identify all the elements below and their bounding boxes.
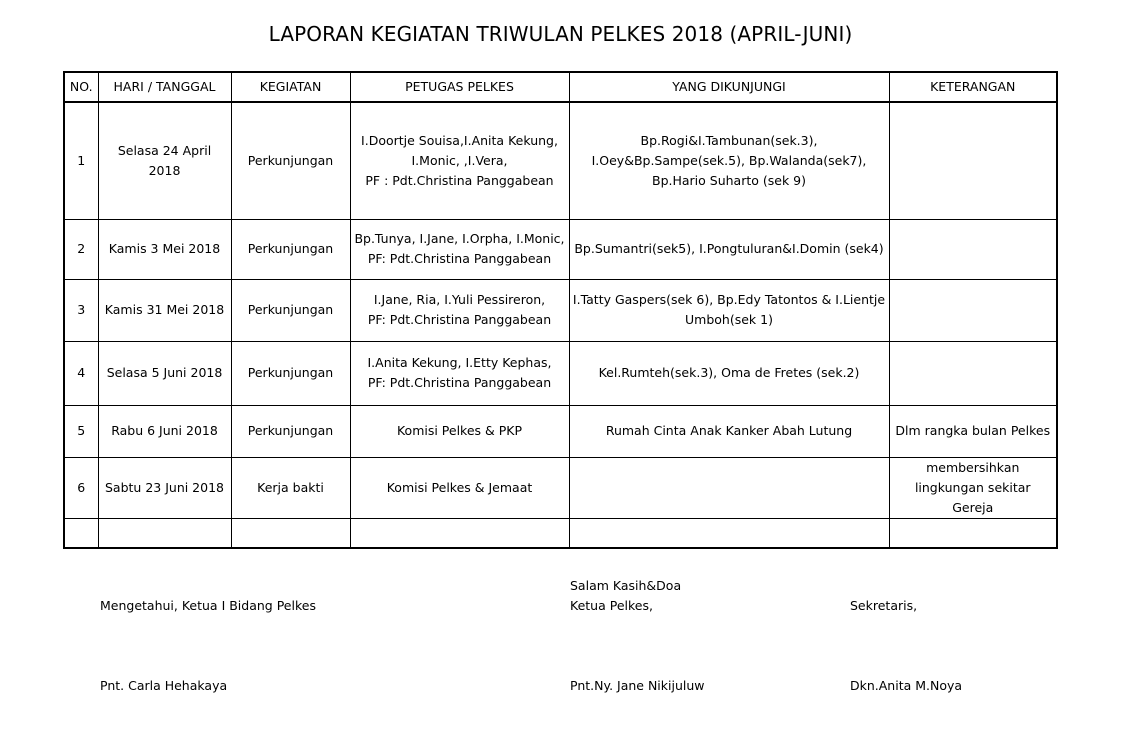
cell-notes-line: lingkungan sekitar Gereja <box>914 479 1031 515</box>
cell-officers-line: Komisi Pelkes & Jemaat <box>386 479 533 495</box>
activity-report-table <box>63 71 1058 549</box>
cell-officers-line: PF: Pdt.Christina Panggabean <box>367 375 552 390</box>
cell-notes <box>889 457 1057 518</box>
table-body <box>64 102 1057 548</box>
cell-no: 5 <box>64 405 98 457</box>
cell-visited <box>569 457 889 518</box>
cell-visited-line: Rumah Cinta Anak Kanker Abah Lutung <box>605 423 853 438</box>
cell-officers <box>350 219 569 279</box>
table-row <box>64 341 1057 405</box>
cell-officers-line: I.Jane, Ria, I.Yuli Pessireron, <box>373 292 546 307</box>
table-row <box>64 219 1057 279</box>
cell-no: 1 <box>64 102 98 219</box>
cell-visited-line: I.Oey&Bp.Sampe(sek.5), Bp.Walanda(sek7), <box>591 152 867 168</box>
table-header-row <box>64 72 1057 102</box>
cell-notes <box>889 102 1057 219</box>
cell-visited <box>569 279 889 341</box>
cell-officers-line: PF : Pdt.Christina Panggabean <box>365 172 554 188</box>
cell-notes <box>889 279 1057 341</box>
cell-date: Selasa 24 April 2018 <box>98 102 231 219</box>
cell-officers-line: PF: Pdt.Christina Panggabean <box>367 312 552 327</box>
cell-no <box>64 518 98 548</box>
cell-officers <box>350 457 569 518</box>
cell-visited-line: I.Tatty Gaspers(sek 6), Bp.Edy Tatontos & I.Lientje <box>572 292 886 307</box>
cell-officers <box>350 341 569 405</box>
cell-date <box>98 518 231 548</box>
cell-officers-line: Komisi Pelkes & PKP <box>396 423 523 438</box>
cell-officers-line: I.Anita Kekung, I.Etty Kephas, <box>367 355 552 370</box>
cell-date: Kamis 3 Mei 2018 <box>98 219 231 279</box>
cell-activity <box>231 518 350 548</box>
cell-visited-line: Bp.Sumantri(sek5), I.Pongtuluran&I.Domin (sek4) <box>574 241 884 256</box>
table-row <box>64 518 1057 548</box>
cell-officers <box>350 405 569 457</box>
cell-activity: Perkunjungan <box>231 219 350 279</box>
cell-visited <box>569 405 889 457</box>
cell-activity: Kerja bakti <box>231 457 350 518</box>
cell-officers <box>350 518 569 548</box>
cell-officers <box>350 102 569 219</box>
cell-visited-line: Bp.Rogi&I.Tambunan(sek.3), <box>640 132 818 148</box>
cell-notes <box>889 405 1057 457</box>
table-row <box>64 457 1057 518</box>
cell-notes-line: Dlm rangka bulan Pelkes <box>895 423 1051 438</box>
cell-no: 4 <box>64 341 98 405</box>
report-title: LAPORAN KEGIATAN TRIWULAN PELKES 2018 (APRIL-JUNI) <box>268 22 853 46</box>
cell-officers-line: Bp.Tunya, I.Jane, I.Orpha, I.Monic, <box>354 231 565 246</box>
cell-visited <box>569 341 889 405</box>
cell-notes <box>889 341 1057 405</box>
table-row <box>64 102 1057 219</box>
header-no: NO. <box>64 72 98 102</box>
header-activity: KEGIATAN <box>231 72 350 102</box>
middle-signer-name: Pnt.Ny. Jane Nikijuluw <box>570 678 705 693</box>
cell-visited <box>569 102 889 219</box>
left-signer-role: Mengetahui, Ketua I Bidang Pelkes <box>100 598 316 613</box>
cell-visited-line: Kel.Rumteh(sek.3), Oma de Fretes (sek.2) <box>598 365 860 380</box>
header-visited: YANG DIKUNJUNGI <box>569 72 889 102</box>
cell-activity: Perkunjungan <box>231 279 350 341</box>
cell-officers-line: I.Monic, ,I.Vera, <box>411 152 508 168</box>
header-date: HARI / TANGGAL <box>98 72 231 102</box>
cell-officers-line: I.Doortje Souisa,I.Anita Kekung, <box>361 132 558 148</box>
header-notes: KETERANGAN <box>889 72 1057 102</box>
cell-notes <box>889 219 1057 279</box>
cell-date: Selasa 5 Juni 2018 <box>98 341 231 405</box>
cell-no: 6 <box>64 457 98 518</box>
cell-activity: Perkunjungan <box>231 341 350 405</box>
cell-notes-line: membersihkan <box>926 459 1020 475</box>
table-row <box>64 279 1057 341</box>
middle-signer-role: Ketua Pelkes, <box>570 598 653 613</box>
cell-notes <box>889 518 1057 548</box>
cell-visited <box>569 518 889 548</box>
header-officers: PETUGAS PELKES <box>350 72 569 102</box>
table-row <box>64 405 1057 457</box>
right-signer-name: Dkn.Anita M.Noya <box>850 678 963 693</box>
right-signer-role: Sekretaris, <box>850 598 918 613</box>
cell-officers <box>350 279 569 341</box>
cell-activity: Perkunjungan <box>231 102 350 219</box>
cell-no: 2 <box>64 219 98 279</box>
greeting-text: Salam Kasih&Doa <box>570 578 682 593</box>
cell-visited-line: Bp.Hario Suharto (sek 9) <box>652 172 806 188</box>
cell-date: Rabu 6 Juni 2018 <box>98 405 231 457</box>
cell-date: Sabtu 23 Juni 2018 <box>98 457 231 518</box>
cell-visited-line: Umboh(sek 1) <box>685 312 773 327</box>
cell-no: 3 <box>64 279 98 341</box>
cell-date: Kamis 31 Mei 2018 <box>98 279 231 341</box>
left-signer-name: Pnt. Carla Hehakaya <box>100 678 228 693</box>
cell-activity: Perkunjungan <box>231 405 350 457</box>
cell-visited <box>569 219 889 279</box>
cell-officers-line: PF: Pdt.Christina Panggabean <box>367 251 552 266</box>
